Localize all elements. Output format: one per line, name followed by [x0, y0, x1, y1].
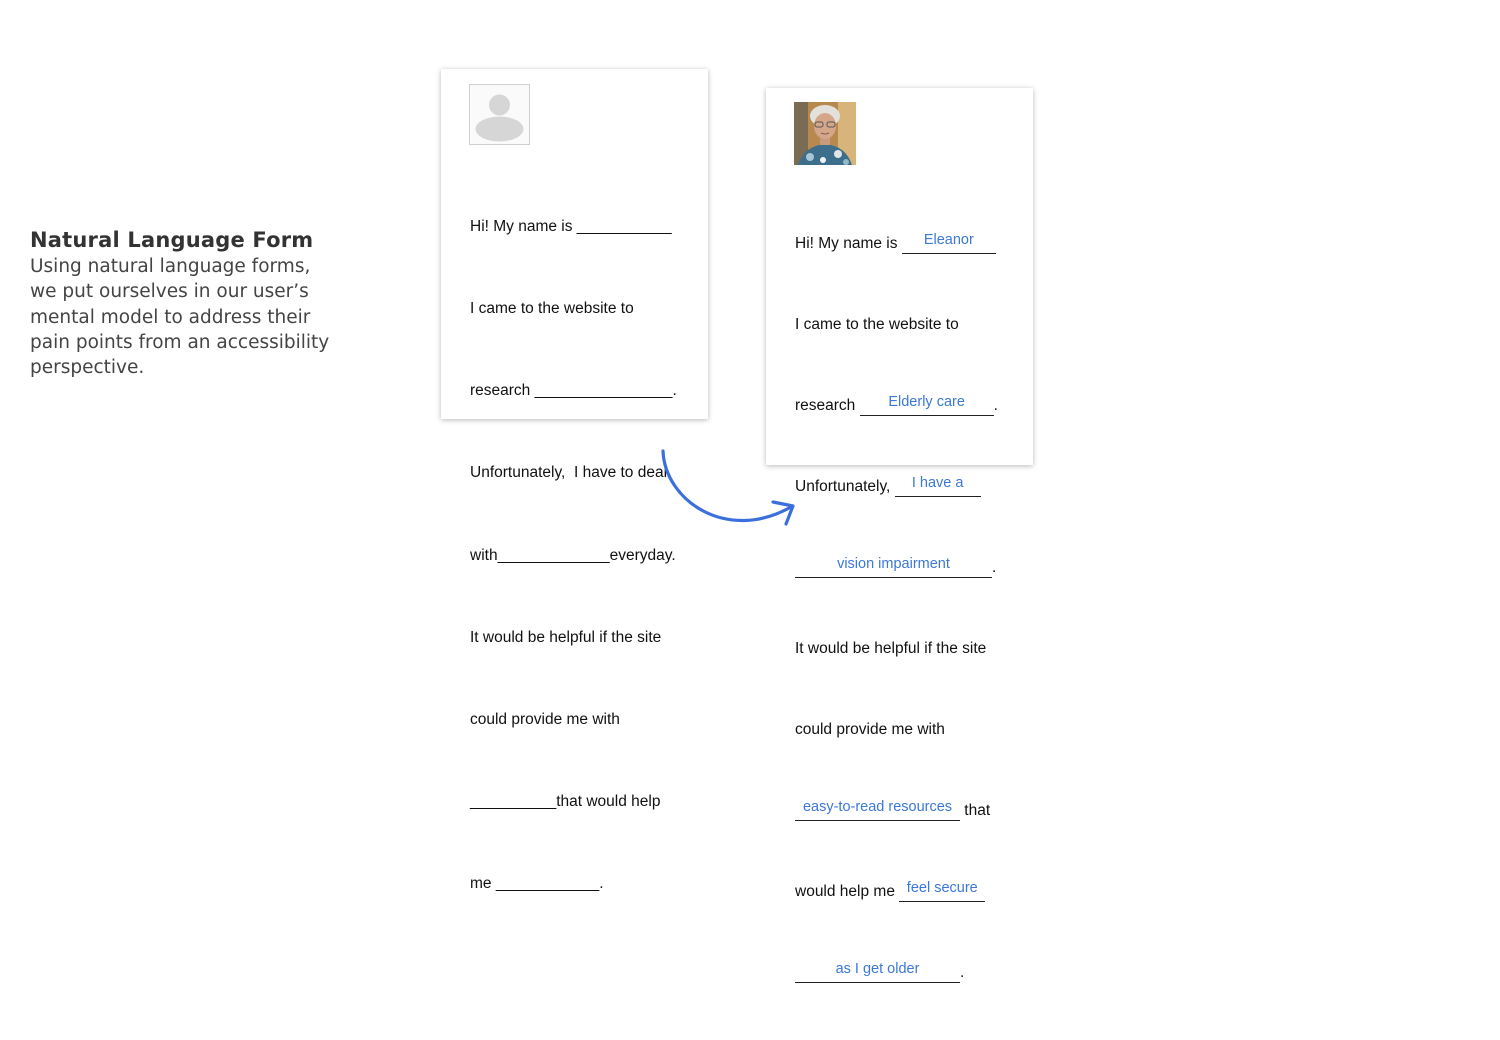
form-text: . — [993, 397, 998, 414]
form-line: Hi! My name is ___________ — [470, 217, 672, 235]
outcome-answer-2-text: as I get older — [835, 961, 920, 977]
form-line — [795, 473, 998, 500]
intro-description: Using natural language forms, we put ourselves in our user’s mental model to address their pain points from an accessibility perspective. — [30, 256, 330, 379]
blank-form-card — [441, 69, 708, 893]
form-text: . — [992, 559, 997, 576]
form-text: research — [795, 397, 860, 414]
form-text: Unfortunately, — [795, 478, 895, 495]
form-line — [795, 392, 998, 419]
filled-form-text — [795, 176, 998, 1040]
form-line: I came to the website to — [470, 300, 634, 318]
form-line: Unfortunately, I have to deal — [470, 464, 668, 482]
form-line: __________that would help — [470, 793, 661, 811]
curved-arrow-icon — [655, 445, 805, 535]
form-line: could provide me with — [470, 711, 620, 729]
research-answer — [860, 394, 994, 416]
problem-answer-2 — [795, 556, 992, 578]
form-text: would help me — [795, 883, 900, 900]
form-line: It would be helpful if the site — [795, 640, 987, 657]
outcome-answer-1 — [899, 880, 985, 902]
intro-section — [30, 228, 330, 380]
form-line — [795, 554, 998, 581]
form-line: It would be helpful if the site — [470, 628, 662, 646]
form-line — [795, 797, 998, 824]
outcome-answer-2 — [795, 961, 960, 983]
intro-title: Natural Language Form — [30, 228, 314, 252]
outcome-answer-1-text: feel secure — [906, 880, 978, 896]
form-line: could provide me with — [795, 721, 945, 738]
filled-form-card — [766, 88, 1033, 981]
name-answer-text: Eleanor — [923, 232, 974, 248]
problem-answer-1-text: I have a — [911, 475, 964, 491]
resources-answer-text: easy-to-read resources — [802, 799, 953, 815]
blank-form-text — [470, 158, 677, 953]
user-photo — [794, 102, 856, 165]
form-text: that — [960, 802, 991, 819]
form-line: research ________________. — [470, 382, 677, 400]
user-placeholder-icon — [469, 84, 530, 145]
resources-answer — [795, 799, 960, 821]
form-line: me ____________. — [470, 875, 604, 893]
form-line — [795, 959, 998, 986]
problem-answer-2-text: vision impairment — [837, 556, 950, 572]
form-text: Hi! My name is — [795, 235, 902, 252]
form-line — [795, 230, 998, 257]
form-line: with_____________everyday. — [470, 546, 676, 564]
form-text: . — [960, 964, 965, 981]
name-answer — [902, 232, 996, 254]
form-line — [795, 878, 998, 905]
form-line: I came to the website to — [795, 316, 959, 333]
problem-answer-1 — [895, 475, 981, 497]
research-answer-text: Elderly care — [888, 394, 965, 410]
